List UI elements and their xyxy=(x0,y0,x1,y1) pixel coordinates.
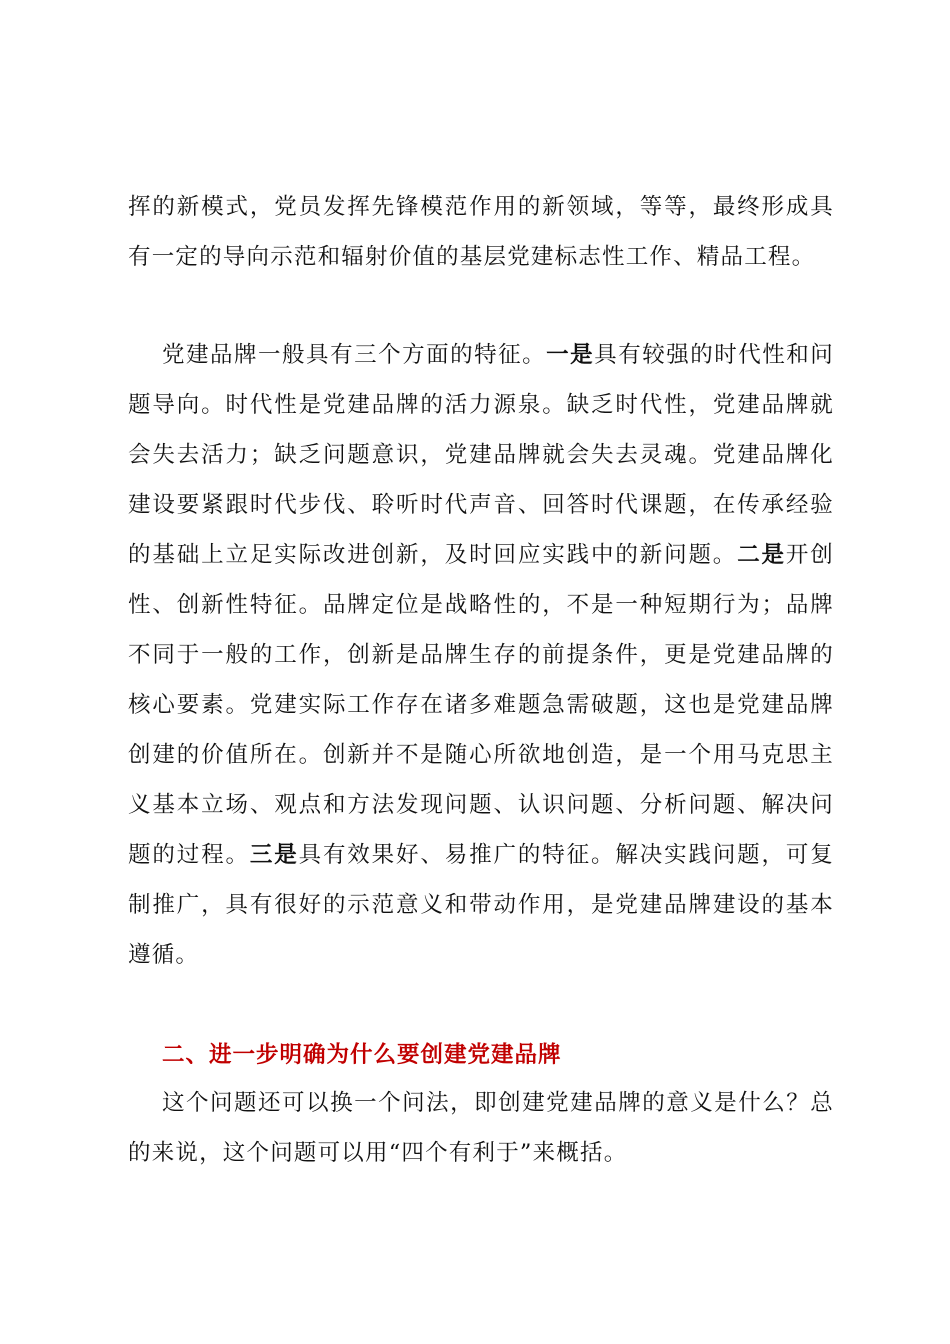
paragraph-brand-features xyxy=(128,330,834,980)
paragraph-intro: 党建品牌一般具有三个方面的特征。 xyxy=(162,342,547,368)
marker-second: 二是 xyxy=(737,542,786,568)
marker-third: 三是 xyxy=(249,842,299,868)
paragraph-feature-1: 具有较强的时代性和问题导向。时代性是党建品牌的活力源泉。缺乏时代性，党建品牌就会失去活力；缺乏问题意识，党建品牌就会失去灵魂。党建品牌化建设要紧跟时代步伐、聆听时代声音、回答时代课题，在传承经验的基础上立足实际改进创新，及时回应实践中的新问题。 xyxy=(128,342,834,568)
section-heading: 二、进一步明确为什么要创建党建品牌 xyxy=(162,1042,562,1068)
marker-first: 一是 xyxy=(546,342,595,368)
paragraph-feature-2: 开创性、创新性特征。品牌定位是战略性的，不是一种短期行为；品牌不同于一般的工作，创新是品牌生存的前提条件，更是党建品牌的核心要素。党建实际工作存在诸多难题急需破题，这也是党建品牌创建的价值所在。创新并不是随心所欲地创造，是一个用马克思主义基本立场、观点和方法发现问题、认识问题、分析问题、解决问题的过程。 xyxy=(128,542,834,868)
paragraph-feature-3: 具有效果好、易推广的特征。解决实践问题，可复制推广，具有很好的示范意义和带动作用，是党建品牌建设的基本遵循。 xyxy=(128,842,834,968)
paragraph-continued: 挥的新模式，党员发挥先锋模范作用的新领域，等等，最终形成具有一定的导向示范和辐射价值的基层党建标志性工作、精品工程。 xyxy=(128,194,834,270)
paragraph-why-create: 这个问题还可以换一个问法，即创建党建品牌的意义是什么？总的来说，这个问题可以用“四个有利于”来概括。 xyxy=(128,1090,834,1166)
